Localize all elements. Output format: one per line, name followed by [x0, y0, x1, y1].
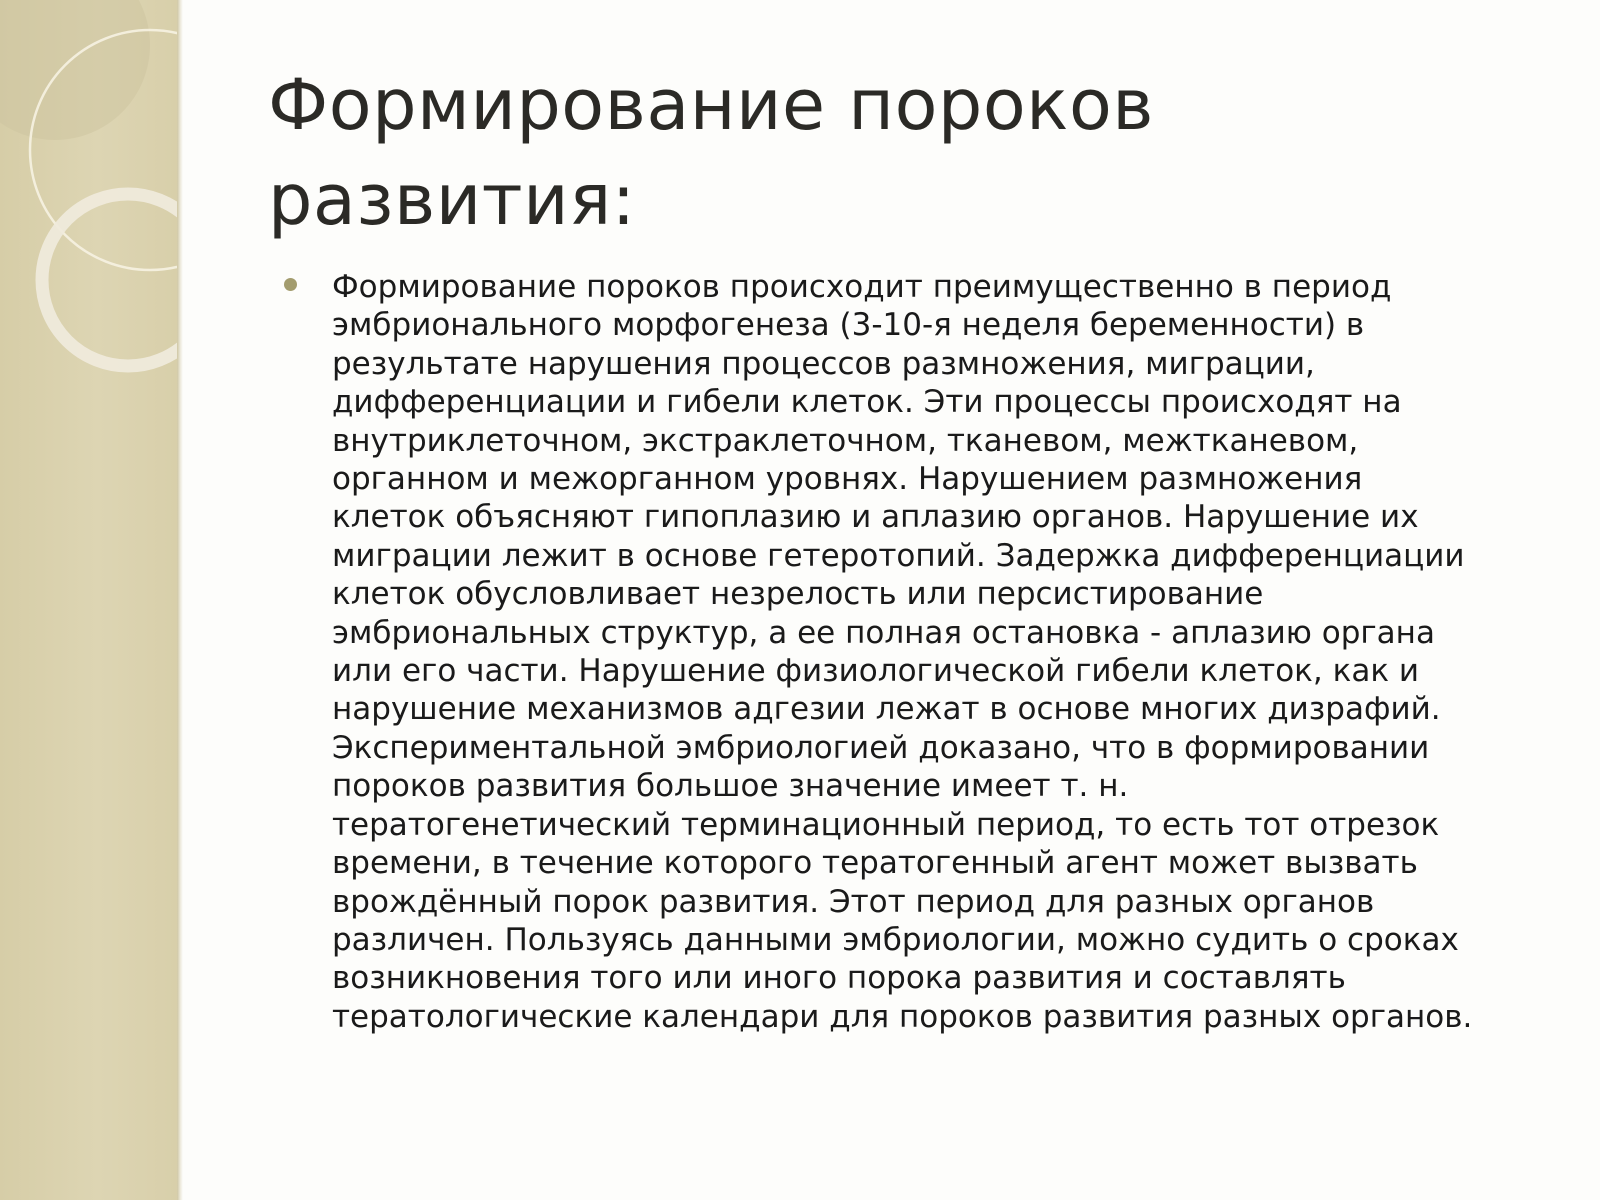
- slide-title-line-2: развития:: [268, 159, 636, 241]
- slide-content: [268, 58, 1548, 1036]
- slide-title-line-1: Формирование пороков: [268, 64, 1155, 146]
- decorative-circle: [0, 0, 150, 140]
- decorative-rings-graphic: [0, 0, 177, 1200]
- bullet-list: [268, 268, 1548, 1036]
- side-panel-edge: [177, 0, 183, 1200]
- decorative-thick-ring: [42, 194, 177, 366]
- bullet-item: [268, 268, 1548, 1036]
- bullet-text: Формирование пороков происходит преимущественно в период эмбрионального морфогенеза (3-10-я неделя беременности) в результате нарушения процессов размножения, миграции, дифференциации и гибели клеток. Эти процессы происходят на внутриклеточном, экстраклеточном, тканевом, межтканевом, органном и межорганном уровнях. Нарушением размножения клеток объясняют гипоплазию и аплазию органов. Нарушение их миграции лежит в основе гетеротопий. Задержка дифференциации клеток обусловливает незрелость или персистирование эмбриональных структур, а ее полная остановка - аплазию органа или его части. Нарушение физиологической гибели клеток, как и нарушение механизмов адгезии лежат в основе многих дизрафий. Экспериментальной эмбриологией доказано, что в формировании пороков развития большое значение имеет т. н. тератогенетический терминационный период, то есть тот отрезок времени, в течение которого тератогенный агент может вызвать врождённый порок развития. Этот период для разных органов различен. Пользуясь данными эмбриологии, можно судить о сроках возникновения того или иного порока развития и составлять тератологические календари для пороков развития разных органов.: [332, 269, 1473, 1035]
- bullet-dot-icon: [284, 278, 297, 291]
- slide-title: [268, 58, 1548, 248]
- decorative-side-panel: [0, 0, 177, 1200]
